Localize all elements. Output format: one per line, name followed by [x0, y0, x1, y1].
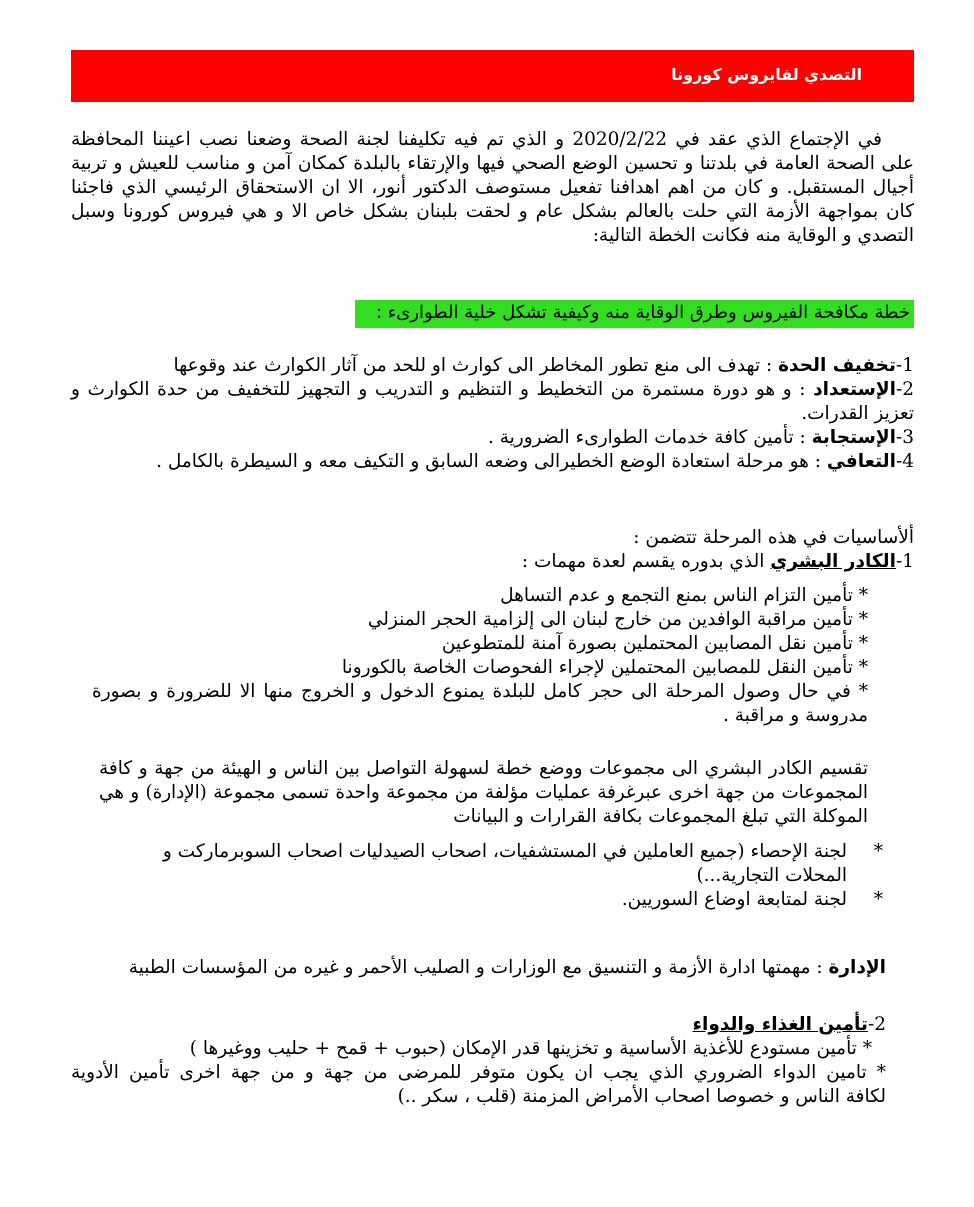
step-item	[71, 426, 914, 450]
step-continuation: تعزيز القدرات.	[801, 403, 914, 424]
step-text: : هو مرحلة استعادة الوضع الخطيرالى وضعه السابق و التكيف معه و السيطرة بالكامل .	[156, 451, 827, 472]
committee-item	[130, 840, 883, 864]
committee-text: لجنة الإحصاء (جميع العاملين في المستشفيات، اصحاب الصيدليات اصحاب السوبرماركت و	[162, 841, 847, 862]
human-staff-term: الكادر البشري	[770, 551, 896, 572]
task-item: * تأمين النقل للمصابين المحتملين لإجراء الفحوصات الخاصة بالكورونا	[341, 657, 868, 678]
division-paragraph	[99, 757, 868, 829]
step-number: 1-	[895, 355, 914, 376]
human-staff-heading	[71, 550, 914, 574]
task-item: مدروسة و مراقبة .	[723, 705, 868, 726]
administration-line	[71, 956, 886, 980]
task-item: * تأمين مراقبة الوافدين من خارج لبنان الى إلزامية الحجر المنزلي	[367, 609, 868, 630]
step-number: 2-	[895, 379, 914, 400]
food-medicine-section	[71, 1013, 886, 1109]
intro-line: التصدي و الوقاية منه فكانت الخطة التالية:	[592, 225, 914, 246]
bullet: *	[873, 889, 883, 910]
item-number: 1-	[895, 551, 914, 572]
step-item	[71, 450, 914, 474]
committee-list	[130, 840, 883, 912]
plan-heading: خطة مكافحة الفيروس وطرق الوقاية منه وكيفية تشكل خلية الطوارىء :	[375, 302, 910, 323]
intro-line: كان بمواجهة الأزمة التي حلت بالعالم بشكل عام و لحقت بلبنان بشكل خاص الا و هي فيروس كورونا وسبل	[71, 201, 914, 222]
human-staff-text: الذي بدوره يقسم لعدة مهمات :	[521, 551, 771, 572]
step-text: : تأمين كافة خدمات الطوارىء الضرورية .	[487, 427, 812, 448]
bullet: *	[873, 841, 883, 862]
page-title: التصدي لفايروس كورونا	[671, 65, 862, 84]
food-medicine-line: * تأمين مستودع للأغذية الأساسية و تخزينها قدر الإمكان (حبوب + قمح + حليب ووغيرها )	[189, 1038, 872, 1059]
task-item: * تأمين نقل المصابين المحتملين بصورة آمنة للمتطوعين	[441, 633, 868, 654]
steps-list	[71, 354, 914, 474]
committee-text: المحلات التجارية...)	[696, 865, 847, 886]
division-line: الموكلة التي تبلغ المجموعات بكافة القرارات و البيانات	[453, 806, 868, 827]
task-item: * في حال وصول المرحلة الى حجر كامل للبلدة يمنوع الدخول و الخروج منها الا للضرورة و بصورة	[92, 681, 868, 702]
food-medicine-line: لكافة الناس و خصوصا اصحاب الأمراض المزمنة (قلب ، سكر ..)	[397, 1086, 886, 1107]
committee-item	[130, 864, 883, 888]
basics-section	[71, 526, 914, 574]
step-text: : تهدف الى منع تطور المخاطر الى كوارث او للحد من آثار الكوارث عند وقوعها	[173, 355, 779, 376]
step-number: 3-	[895, 427, 914, 448]
committee-text: لجنة لمتابعة اوضاع السوريين.	[621, 889, 847, 910]
intro-line: على الصحة العامة في بلدتنا و تحسين الوضع الصحي فيها والإرتقاء بالبلدة كمكان آمن و مناسب للعيش و تربية	[71, 153, 914, 174]
step-term: الإستجابة	[811, 427, 896, 448]
task-list	[92, 584, 868, 728]
step-term: تخفيف الحدة	[778, 355, 896, 376]
committee-item	[130, 888, 883, 912]
step-item	[71, 354, 914, 378]
administration-term: الإدارة	[828, 957, 886, 978]
food-medicine-line: * تامين الدواء الضروري الذي يجب ان يكون متوفر للمرضى من جهة و من جهة اخرى تأمين الأدوية	[71, 1062, 886, 1083]
item-number: 2-	[867, 1014, 886, 1035]
plan-heading-highlight	[355, 300, 914, 328]
food-medicine-heading	[71, 1013, 886, 1037]
intro-paragraph	[71, 128, 914, 248]
food-medicine-term: تأمين الغذاء والدواء	[692, 1014, 868, 1035]
basics-intro: ألأساسيات في هذه المرحلة تتضمن :	[633, 527, 914, 548]
intro-line: في الإجتماع الذي عقد في 2020/2/22 و الذي تم فيه تكليفنا لجنة الصحة وضعنا نصب اعيننا المحافظة	[71, 129, 882, 150]
task-item: * تأمين التزام الناس بمنع التجمع و عدم التساهل	[500, 585, 868, 606]
administration-text: : مهمتها ادارة الأزمة و التنسيق مع الوزارات و الصليب الأحمر و غيره من المؤسسات الطبية	[128, 957, 829, 978]
step-number: 4-	[895, 451, 914, 472]
step-term: التعافي	[826, 451, 896, 472]
title-banner	[71, 50, 914, 102]
division-line: المجموعات من جهة اخرى عبرغرفة عمليات مؤلفة من مجموعة واحدة تسمى مجموعة (الإدارة) و هي	[99, 782, 868, 803]
division-line: تقسيم الكادر البشري الى مجموعات ووضع خطة لسهولة التواصل بين الناس و الهيئة من جهة و كافة	[99, 758, 868, 779]
intro-line: أجيال المستقبل. و كان من اهم اهدافنا تفعيل مستوصف الدكتور أنور، الا ان الاستحقاق الرئيسي الذي فاجئنا	[71, 177, 914, 198]
administration-section	[71, 956, 886, 980]
step-text: : و هو دورة مستمرة من التخطيط و التنظيم و التدريب و التجهيز للتخفيف من حدة الكوارث و	[71, 379, 814, 400]
step-item	[71, 378, 914, 402]
step-term: الإستعداد	[813, 379, 896, 400]
